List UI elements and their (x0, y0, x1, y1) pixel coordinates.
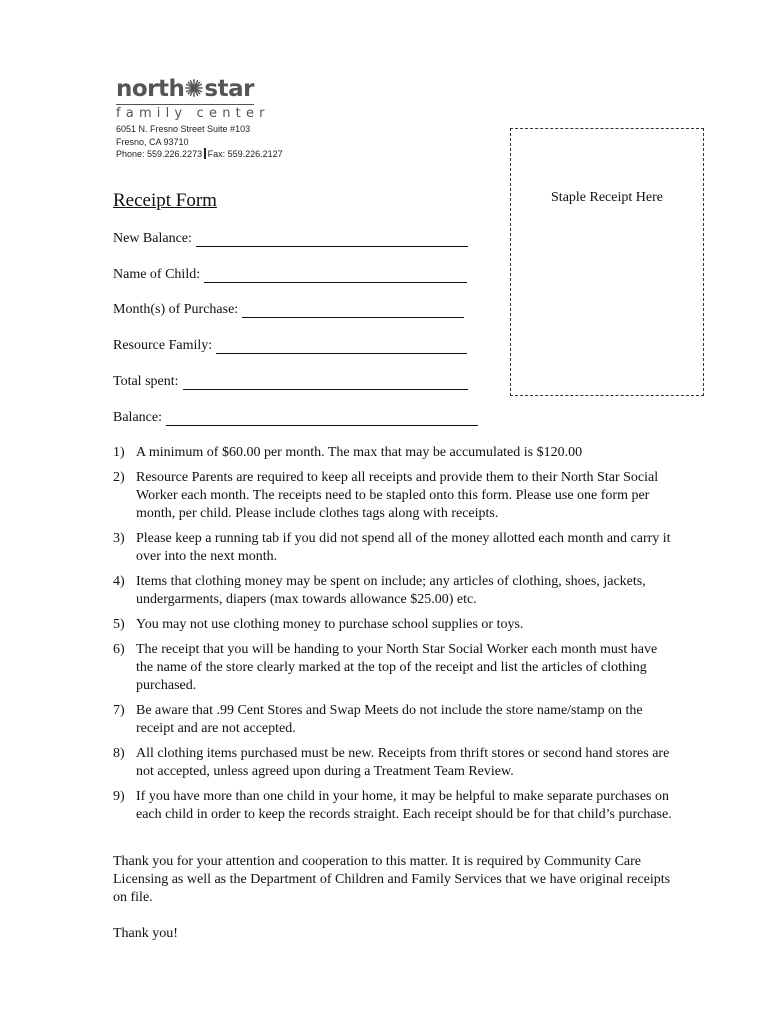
address-contact (116, 148, 283, 161)
separator (204, 148, 206, 159)
list-text: The receipt that you will be handing to your North Star Social Worker each month must have the name of the store clearly marked at the top of the receipt and list the articles of clothing purchased. (136, 642, 658, 693)
list-text: Items that clothing money may be spent on include; any articles of clothing, shoes, jackets, undergarments, diapers (max towards allowance $25.00) etc. (136, 574, 646, 607)
logo-subtitle: family center (116, 106, 270, 121)
staple-receipt-area (510, 128, 704, 396)
field-label: Balance: (113, 410, 162, 425)
list-item (113, 641, 673, 695)
signoff: Thank you! (113, 926, 178, 941)
field-label: Month(s) of Purchase: (113, 302, 239, 317)
list-number: 9) (113, 789, 125, 804)
field-label: Total spent: (113, 374, 179, 389)
list-item (113, 444, 673, 462)
list-text: All clothing items purchased must be new. Receipts from thrift stores or second hand stores are not accepted, unless agreed upon during a Treatment Team Review. (136, 746, 670, 779)
resource-family-input-line[interactable] (216, 339, 467, 354)
list-text: A minimum of $60.00 per month. The max that may be accumulated is $120.00 (136, 445, 583, 460)
new-balance-input-line[interactable] (196, 232, 468, 247)
list-text: If you have more than one child in your home, it may be helpful to make separate purchases on each child in order to keep the records straight. Each receipt should be for that child’s purchase. (136, 789, 672, 822)
list-item (113, 788, 673, 824)
logo-divider (116, 104, 254, 105)
logo-word-star: star (204, 76, 254, 102)
total-spent-input-line[interactable] (183, 375, 468, 390)
balance-input-line[interactable] (166, 411, 478, 426)
address-block (116, 123, 283, 161)
list-number: 1) (113, 445, 125, 460)
list-item (113, 745, 673, 781)
list-item (113, 530, 673, 566)
rules-list (113, 444, 673, 831)
field-label: Name of Child: (113, 267, 201, 282)
field-resource-family (113, 338, 467, 354)
list-number: 4) (113, 574, 125, 589)
phone-number: Phone: 559.226.2273 (116, 149, 203, 159)
fax-number: Fax: 559.226.2127 (207, 149, 283, 159)
list-item (113, 573, 673, 609)
list-number: 2) (113, 470, 125, 485)
address-city: Fresno, CA 93710 (116, 136, 189, 147)
list-text: Resource Parents are required to keep all receipts and provide them to their North Star Social Worker each month. The receipts need to be stapled onto this form. Please use one form per month, per child. Please include clothes tags along with receipts. (136, 470, 659, 521)
closing-paragraph: Thank you for your attention and cooperation to this matter. It is required by Community Care Licensing as well as the Department of Children and Family Services that we have original receipts on file. (113, 854, 671, 905)
field-new-balance (113, 231, 468, 247)
list-item (113, 702, 673, 738)
field-label: Resource Family: (113, 338, 213, 353)
star-icon (185, 79, 203, 97)
months-input-line[interactable] (242, 303, 464, 318)
list-item (113, 469, 673, 523)
list-number: 3) (113, 531, 125, 546)
field-months-of-purchase (113, 302, 464, 318)
field-label: New Balance: (113, 231, 192, 246)
field-total-spent (113, 374, 468, 390)
logo-word-north: north (116, 76, 185, 102)
list-text: Please keep a running tab if you did not spend all of the money allotted each month and carry it over into the next month. (136, 531, 671, 564)
logo-wordmark (116, 76, 258, 102)
north-star-logo (116, 76, 270, 121)
page-title: Receipt Form (113, 190, 217, 211)
list-text: Be aware that .99 Cent Stores and Swap Meets do not include the store name/stamp on the receipt and are not accepted. (136, 703, 643, 736)
child-name-input-line[interactable] (204, 268, 467, 283)
list-number: 7) (113, 703, 125, 718)
staple-receipt-label: Staple Receipt Here (551, 190, 663, 205)
list-text: You may not use clothing money to purchase school supplies or toys. (136, 617, 524, 632)
field-balance (113, 410, 478, 426)
address-street: 6051 N. Fresno Street Suite #103 (116, 124, 251, 134)
list-number: 5) (113, 617, 125, 632)
list-number: 6) (113, 642, 125, 657)
list-number: 8) (113, 746, 125, 761)
list-item (113, 616, 673, 634)
field-name-of-child (113, 267, 467, 283)
